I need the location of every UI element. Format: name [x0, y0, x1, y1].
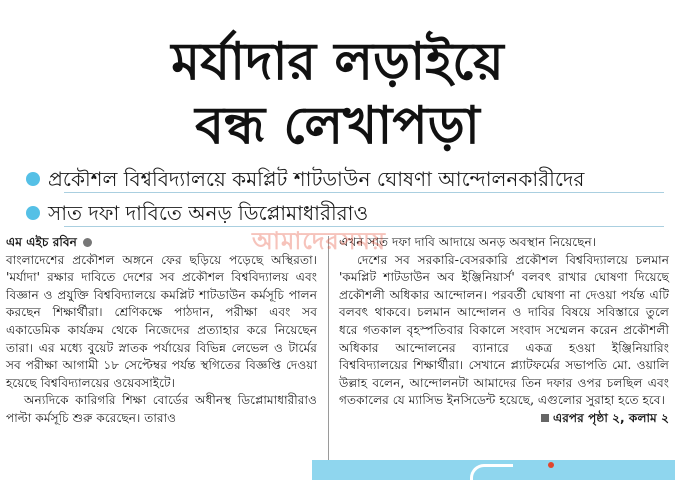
publisher-watermark: আমাদেরসময়	[252, 227, 387, 255]
bullet-dot-icon	[26, 206, 40, 220]
square-bullet-icon	[541, 414, 549, 422]
headline-line-2: বন্ধ লেখাপড়া	[195, 96, 480, 156]
subheadline-1-text: প্রকৌশল বিশ্ববিদ্যালয়ে কমপ্লিট শাটডাউন ঘোষণা আন্দোলনকারীদের	[48, 167, 585, 191]
article-paragraph-text: দেশের সব সরকারি-বেসরকারি প্রকৌশল বিশ্ববিদ্যালয়ে চলমান 'কমপ্লিট শাটডাউন অব ইঞ্জিনিয়ার্স' বলবৎ রাখার ঘোষণা দিয়েছে প্রকৌশলী অধিকার আন্দোলন। পরবর্তী ঘোষণা না দেওয়া পর্যন্ত এটি বলবৎ থাকবে। চলমান আন্দোলন ও দাবির বিষয়ে সবিস্তারে তুলে ধরে গতকাল বৃহস্পতিবার বিকালে সংবাদ সম্মেলন করেন প্রকৌশলী অধিকার আন্দোলনের ব্যানারে একত্র হওয়া ইঞ্জিনিয়ারিং বিশ্ববিদ্যালয়ের শিক্ষার্থীরা। সেখানে প্ল্যাটফর্মের সভাপতি মো. ওয়ালি উল্লাহ বলেন, আন্দোলনটা আমাদের তিন দফার ওপর চলছিল এবং গতকালের যে ম্যাসিভ ইনসিডেন্ট হয়েছে, এগুলোর সুরাহা হতে হবে।	[339, 252, 669, 408]
bottom-decorative-strip	[0, 460, 675, 480]
subheadline-2-text: সাত দফা দাবিতে অনড় ডিপ্লোমাধারীরাও	[48, 201, 369, 225]
subheadline-divider	[64, 192, 664, 193]
article-right-column	[339, 234, 669, 428]
subheadline-2	[48, 200, 368, 226]
article-paragraph-text: অন্যদিকে কারিগরি শিক্ষা বোর্ডের অধীনস্থ ডিপ্লোমাধারীরাও পাল্টা কর্মসূচি শুরু করেছেন। তারাও	[6, 393, 317, 425]
column-divider	[328, 236, 329, 460]
continued-reference	[339, 410, 669, 428]
byline-text: এম এইচ রবিন	[6, 235, 77, 249]
ornament-curve-icon	[470, 464, 513, 483]
headline-line-1: মর্যাদার লড়াইয়ে	[171, 32, 504, 92]
byline-bullet-icon	[83, 238, 92, 247]
article-paragraph	[339, 252, 669, 410]
continued-reference-text: এরপর পৃষ্ঠা ২, কলাম ২	[552, 410, 669, 425]
article-paragraph	[6, 392, 317, 427]
article-left-column	[6, 234, 317, 428]
red-dot-icon	[548, 462, 554, 468]
subheadline-1	[48, 166, 584, 192]
article-paragraph: এখন সাত দফা দাবি আদায়ে অনড় অবস্থান নিয়েছেন।	[339, 235, 597, 249]
article-paragraph: বাংলাদেশের প্রকৌশল অঙ্গনে ফের ছড়িয়ে পড়েছে অস্থিরতা। 'মর্যাদা' রক্ষার দাবিতে দেশের সব প্রকৌশল বিশ্ববিদ্যালয় এবং বিজ্ঞান ও প্রযুক্তি বিশ্ববিদ্যালয়ে কমপ্লিট শাটডাউন কর্মসূচি পালন করছেন শিক্ষার্থীরা। শ্রেণিকক্ষে পাঠদান, পরীক্ষা এবং সব একাডেমিক কার্যক্রম থেকে নিজেদের প্রত্যাহার করে নিয়েছেন তারা। এর মধ্যে বুয়েট স্নাতক পর্যায়ের বিভিন্ন লেভেল ও টার্মের সব পরীক্ষা আগামী ১৮ সেপ্টেম্বর পর্যন্ত স্থগিতের বিজ্ঞপ্তি দেওয়া হয়েছে বিশ্ববিদ্যালয়ের ওয়েবসাইটে।	[6, 252, 317, 390]
bullet-dot-icon	[26, 172, 40, 186]
